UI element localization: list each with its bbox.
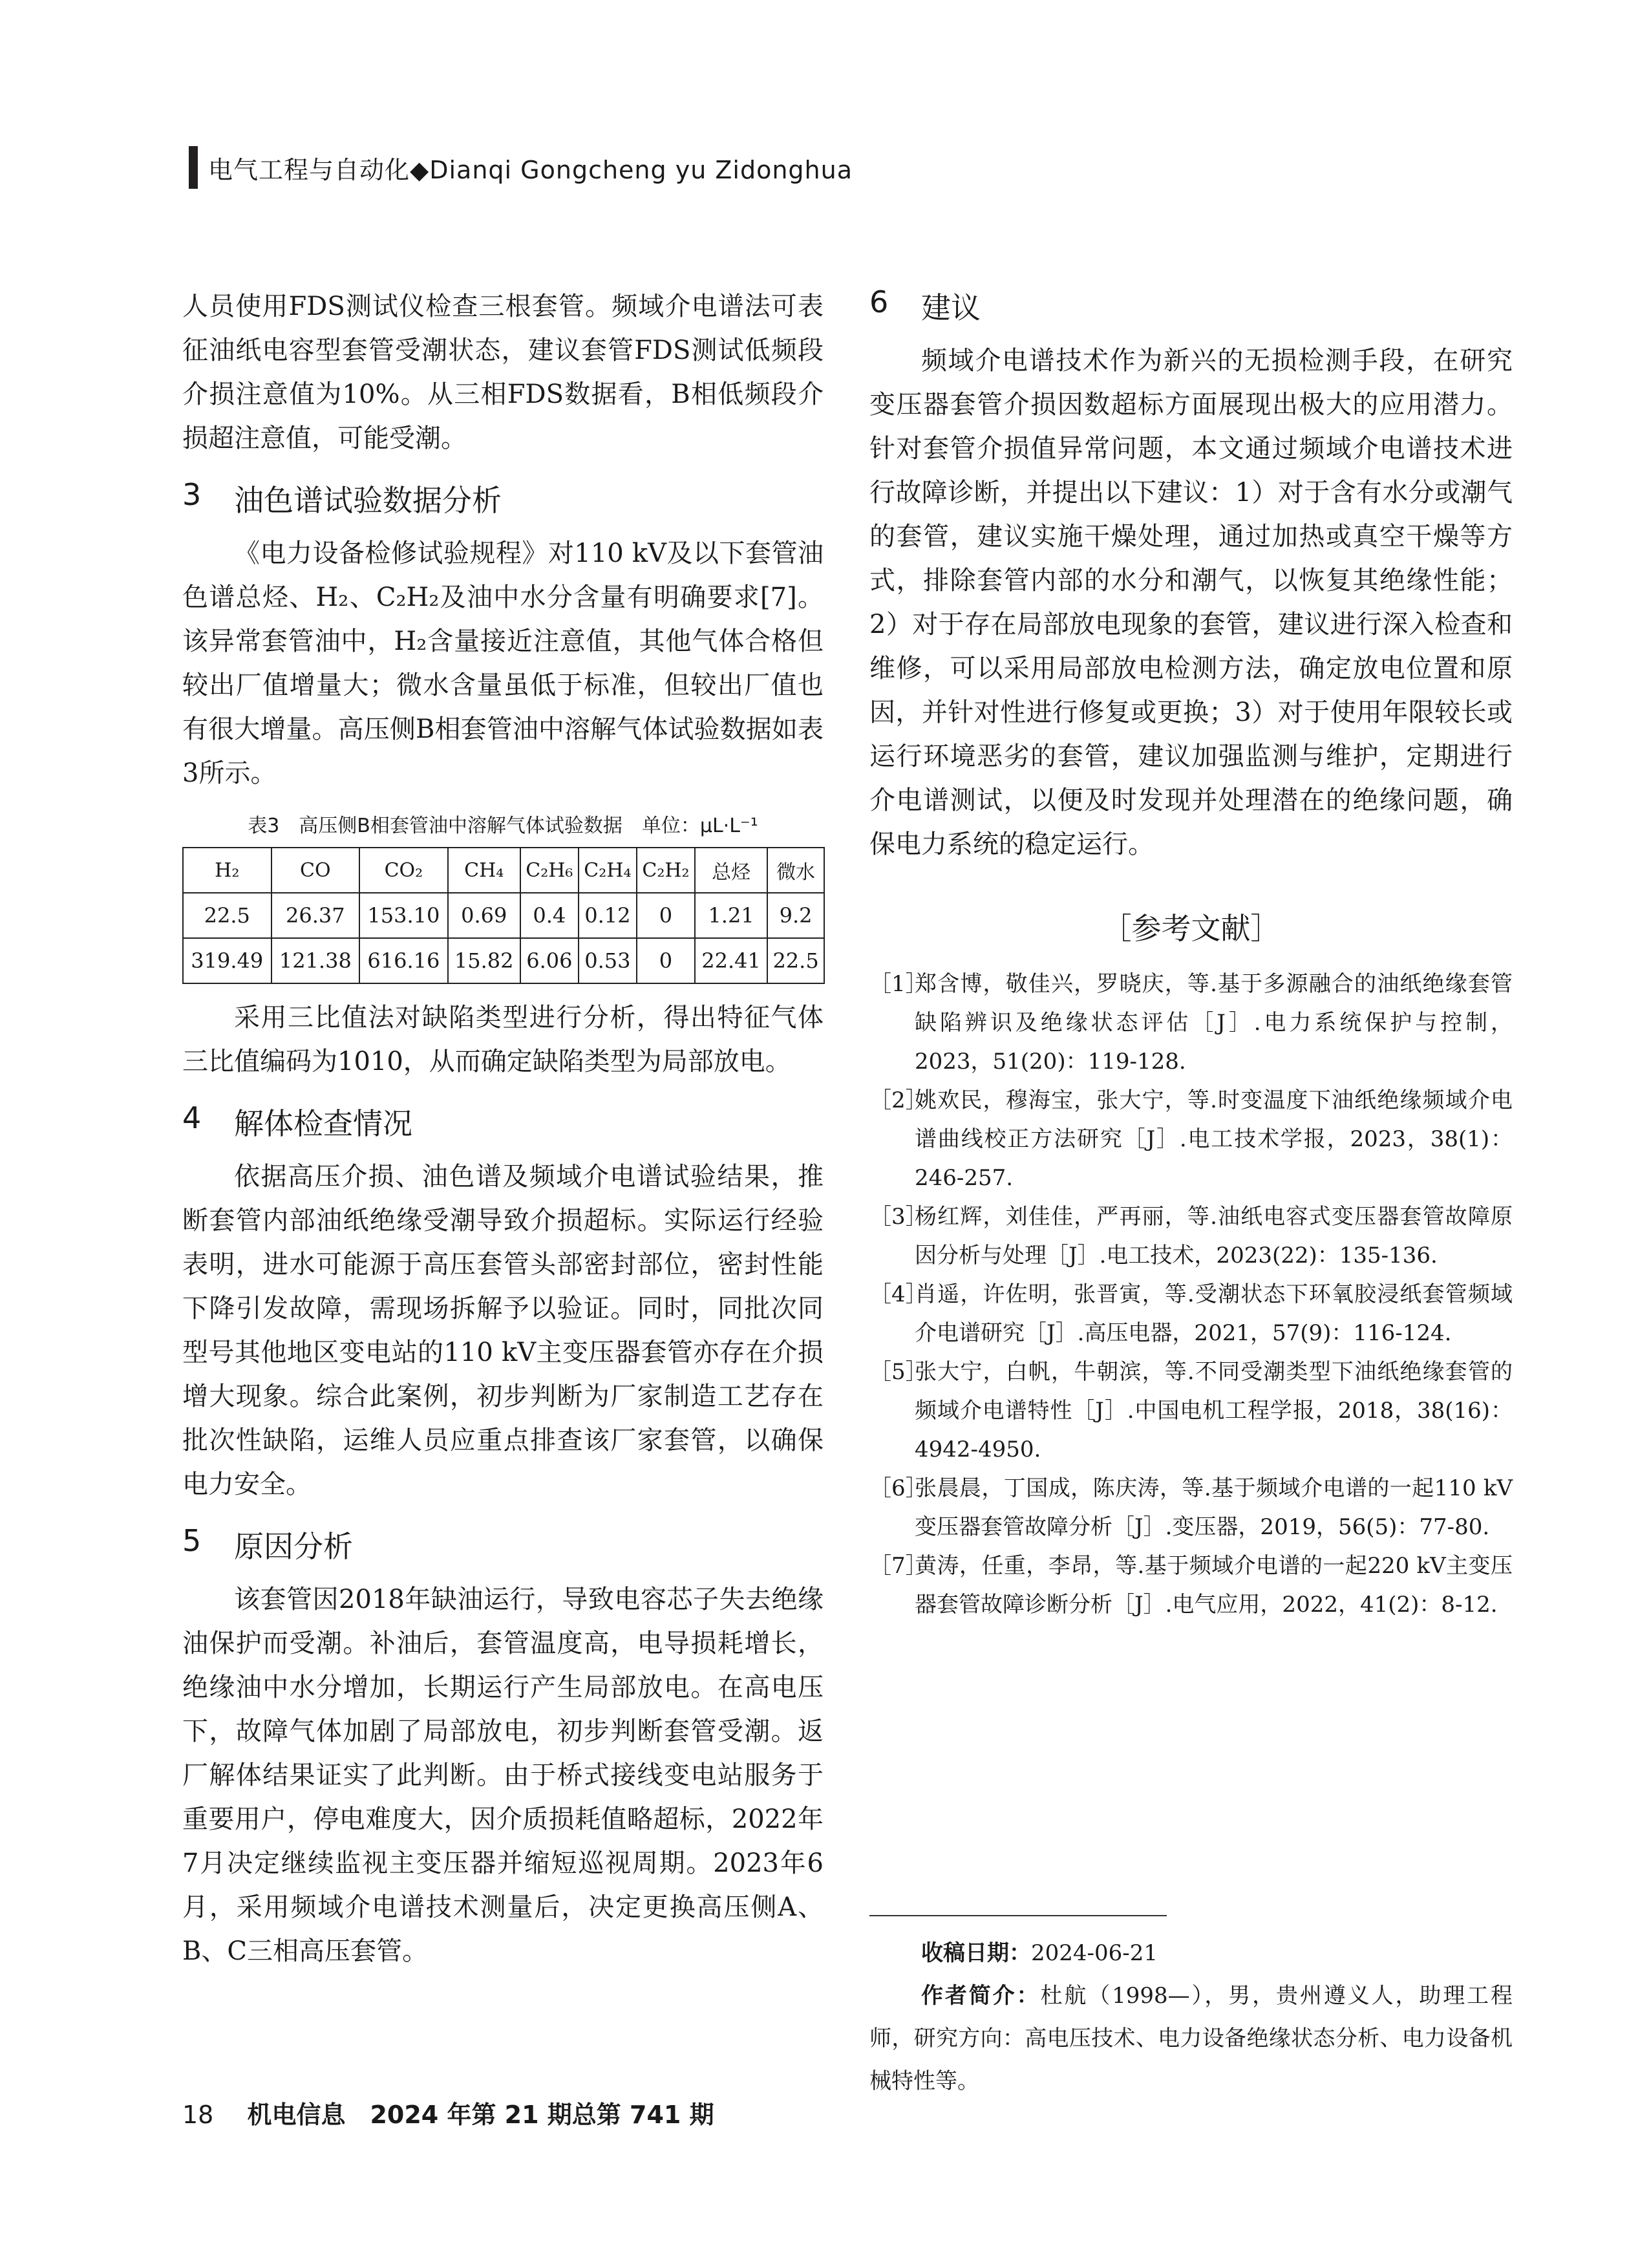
reference-text: 肖遥，许佐明，张晋寅，等.受潮状态下环氧胶浸纸套管频域介电谱研究［J］.高压电器，2021，57(9)：116-124. xyxy=(915,1281,1513,1346)
section-title: 原因分析 xyxy=(234,1529,353,1564)
reference-item xyxy=(869,965,1513,1081)
table-cell: 22.5 xyxy=(183,893,271,938)
reference-number: ［2］ xyxy=(869,1087,928,1113)
table-header-cell: CH₄ xyxy=(448,848,520,893)
table-header-row xyxy=(183,848,824,893)
reference-item xyxy=(869,1275,1513,1353)
reference-item xyxy=(869,1197,1513,1275)
table-cell: 1.21 xyxy=(695,893,767,938)
table-cell: 26.37 xyxy=(271,893,360,938)
header-bar xyxy=(189,146,198,189)
reference-number: ［6］ xyxy=(869,1475,928,1501)
table-cell: 0 xyxy=(637,938,695,983)
reference-number: ［1］ xyxy=(869,971,928,997)
reference-item xyxy=(869,1469,1513,1546)
table-cell: 0.4 xyxy=(520,893,579,938)
gas-data-table xyxy=(182,847,825,984)
section-number: 5 xyxy=(182,1523,202,1558)
right-column xyxy=(869,284,1513,1624)
reference-text: 张大宁，白帆，牛朝滨，等.不同受潮类型下油纸绝缘套管的频域介电谱特性［J］.中国电机工程学报，2018，38(16)：4942-4950. xyxy=(915,1359,1513,1462)
table-header-cell: 总烃 xyxy=(695,848,767,893)
table-header-cell: C₂H₄ xyxy=(579,848,637,893)
table-cell: 121.38 xyxy=(271,938,360,983)
references-title: ［参考文献］ xyxy=(1101,911,1281,946)
section-number: 4 xyxy=(182,1100,202,1135)
page-footer xyxy=(182,2095,714,2130)
table-caption: 表3 高压侧B相套管油中溶解气体试验数据 单位：μL·L⁻¹ xyxy=(248,815,758,837)
header-title: 电气工程与自动化◆Dianqi Gongcheng yu Zidonghua xyxy=(208,155,853,184)
author-value: 杜航（1998—），男，贵州遵义人，助理工程师，研究方向：高电压技术、电力设备绝缘状态分析、电力设备机械特性等。 xyxy=(869,1983,1513,2094)
reference-item xyxy=(869,1081,1513,1197)
table-cell: 22.5 xyxy=(767,938,824,983)
reference-number: ［4］ xyxy=(869,1281,928,1307)
table-cell: 9.2 xyxy=(767,893,824,938)
section-number: 3 xyxy=(182,477,202,512)
section-title: 建议 xyxy=(921,290,981,325)
reference-item xyxy=(869,1546,1513,1624)
table-header-cell: CO xyxy=(271,848,360,893)
running-header xyxy=(189,146,853,189)
reference-number: ［3］ xyxy=(869,1204,928,1230)
paragraph-fds: 人员使用FDS测试仪检查三根套管。频域介电谱法可表征油纸电容型套管受潮状态，建议套管FDS测试低频段介损注意值为10%。从三相FDS数据看，B相低频段介损超注意值，可能受潮。 xyxy=(182,292,824,453)
section-number: 6 xyxy=(869,284,889,319)
page-number: 18 xyxy=(182,2101,214,2129)
section-4-heading xyxy=(182,1100,824,1143)
table-cell: 319.49 xyxy=(183,938,271,983)
author-label: 作者简介： xyxy=(921,1983,1041,2009)
journal-info: 机电信息 2024 年第 21 期总第 741 期 xyxy=(247,2101,714,2129)
received-date xyxy=(869,1932,1513,1974)
table-header-cell: H₂ xyxy=(183,848,271,893)
reference-text: 姚欢民，穆海宝，张大宁，等.时变温度下油纸绝缘频域介电谱曲线校正方法研究［J］.电工技术学报，2023，38(1)：246-257. xyxy=(915,1087,1513,1191)
section-3-heading xyxy=(182,477,824,520)
article-footnote xyxy=(869,1932,1513,2102)
paragraph-cause: 该套管因2018年缺油运行，导致电容芯子失去绝缘油保护而受潮。补油后，套管温度高，电导损耗增长，绝缘油中水分增加，长期运行产生局部放电。在高电压下，故障气体加剧了局部放电，初步判断套管受潮。返厂解体结果证实了此判断。由于桥式接线变电站服务于重要用户，停电难度大，因介质损耗值略超标，2022年7月决定继续监视主变压器并缩短巡视周期。2023年6月，采用频域介电谱技术测量后，决定更换高压侧A、B、C三相高压套管。 xyxy=(182,1585,824,1966)
reference-list xyxy=(869,965,1513,1624)
section-title: 油色谱试验数据分析 xyxy=(234,483,502,518)
author-info xyxy=(869,1974,1513,2102)
section-title: 解体检查情况 xyxy=(234,1106,412,1141)
table-cell: 153.10 xyxy=(359,893,448,938)
reference-text: 郑含博，敬佳兴，罗晓庆，等.基于多源融合的油纸绝缘套管缺陷辨识及绝缘状态评估［J］.电力系统保护与控制，2023，51(20)：119-128. xyxy=(915,971,1513,1075)
table-row xyxy=(183,938,824,983)
table-header-cell: CO₂ xyxy=(359,848,448,893)
table-cell: 15.82 xyxy=(448,938,520,983)
table-header-cell: 微水 xyxy=(767,848,824,893)
reference-text: 黄涛，任重，李昂，等.基于频域介电谱的一起220 kV主变压器套管故障诊断分析［J］.电气应用，2022，41(2)：8-12. xyxy=(915,1553,1513,1618)
reference-item xyxy=(869,1353,1513,1469)
table-header-cell: C₂H₂ xyxy=(637,848,695,893)
table-cell: 0.12 xyxy=(579,893,637,938)
table-row xyxy=(183,893,824,938)
received-label: 收稿日期： xyxy=(921,1940,1031,1966)
table-cell: 6.06 xyxy=(520,938,579,983)
table-cell: 22.41 xyxy=(695,938,767,983)
reference-number: ［7］ xyxy=(869,1553,928,1579)
table-cell: 0.53 xyxy=(579,938,637,983)
section-5-heading xyxy=(182,1523,824,1566)
table-header-cell: C₂H₆ xyxy=(520,848,579,893)
received-value: 2024-06-21 xyxy=(1031,1940,1158,1966)
paragraph-chromatography: 《电力设备检修试验规程》对110 kV及以下套管油色谱总烃、H₂、C₂H₂及油中水分含量有明确要求[7]。该异常套管油中，H₂含量接近注意值，其他气体合格但较出厂值增量大；微水含量虽低于标准，但较出厂值也有很大增量。高压侧B相套管油中溶解气体试验数据如表3所示。 xyxy=(182,539,824,788)
paragraph-inspection: 依据高压介损、油色谱及频域介电谱试验结果，推断套管内部油纸绝缘受潮导致介损超标。实际运行经验表明，进水可能源于高压套管头部密封部位，密封性能下降引发故障，需现场拆解予以验证。同时，同批次同型号其他地区变电站的110 kV主变压器套管亦存在介损增大现象。综合此案例，初步判断为厂家制造工艺存在批次性缺陷，运维人员应重点排查该厂家套管，以确保电力安全。 xyxy=(182,1162,824,1499)
left-column xyxy=(182,284,824,1973)
reference-text: 杨红辉，刘佳佳，严再丽，等.油纸电容式变压器套管故障原因分析与处理［J］.电工技术，2023(22)：135-136. xyxy=(915,1204,1513,1268)
paragraph-three-ratio: 采用三比值法对缺陷类型进行分析，得出特征气体三比值编码为1010，从而确定缺陷类型为局部放电。 xyxy=(182,1003,824,1076)
table-cell: 616.16 xyxy=(359,938,448,983)
section-6-heading xyxy=(869,284,1513,327)
footnote-divider xyxy=(869,1915,1167,1916)
paragraph-suggestions: 频域介电谱技术作为新兴的无损检测手段，在研究变压器套管介损因数超标方面展现出极大的应用潜力。针对套管介损值异常问题，本文通过频域介电谱技术进行故障诊断，并提出以下建议：1）对于含有水分或潮气的套管，建议实施干燥处理，通过加热或真空干燥等方式，排除套管内部的水分和潮气，以恢复其绝缘性能；2）对于存在局部放电现象的套管，建议进行深入检查和维修，可以采用局部放电检测方法，确定放电位置和原因，并针对性进行修复或更换；3）对于使用年限较长或运行环境恶劣的套管，建议加强监测与维护，定期进行介电谱测试，以便及时发现并处理潜在的绝缘问题，确保电力系统的稳定运行。 xyxy=(869,346,1513,859)
reference-text: 张晨晨，丁国成，陈庆涛，等.基于频域介电谱的一起110 kV变压器套管故障分析［J］.变压器，2019，56(5)：77-80. xyxy=(915,1475,1513,1540)
table-cell: 0 xyxy=(637,893,695,938)
reference-number: ［5］ xyxy=(869,1359,928,1385)
table-cell: 0.69 xyxy=(448,893,520,938)
